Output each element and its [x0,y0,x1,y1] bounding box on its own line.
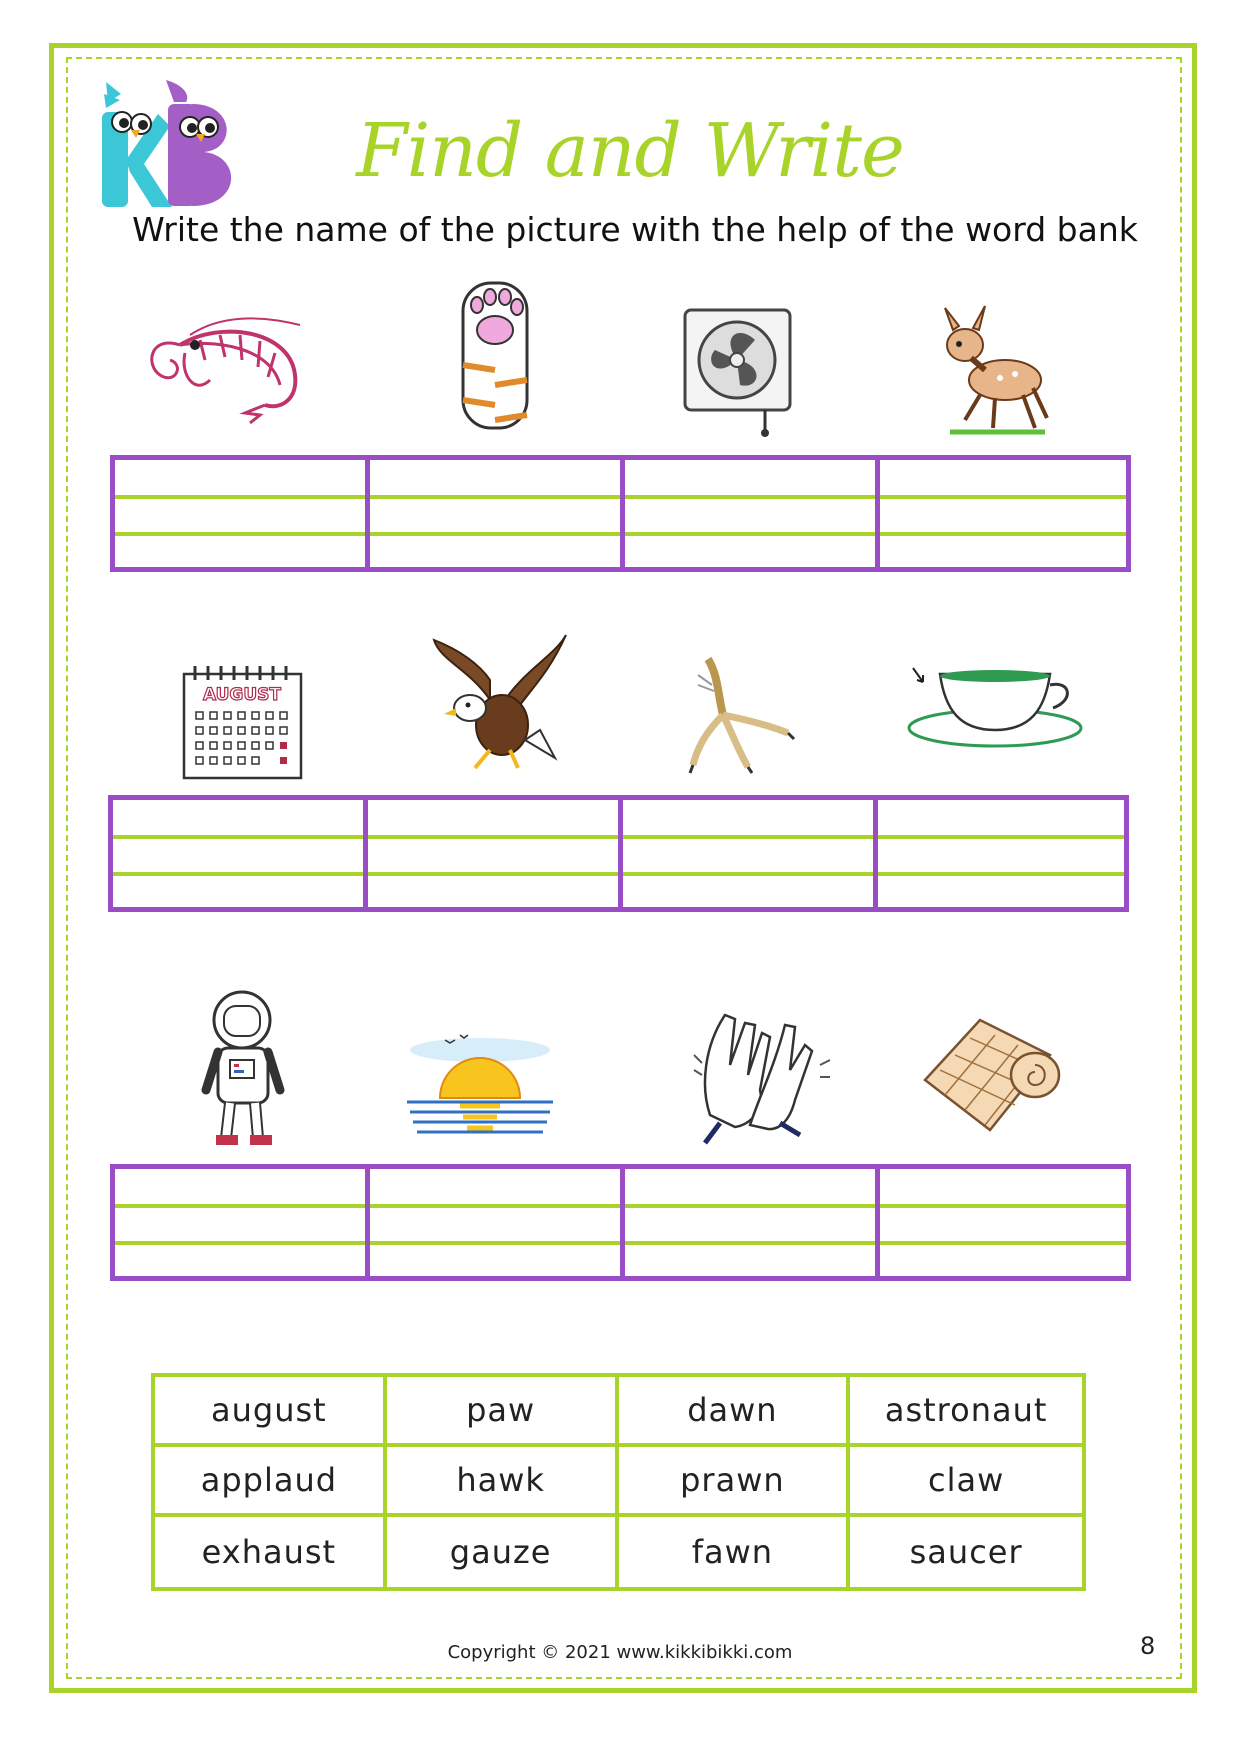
answer-box[interactable] [618,795,873,912]
prawn-icon [140,315,310,425]
word-bank-item: astronaut [850,1377,1082,1447]
claw-icon [678,655,798,775]
answer-row-2 [110,795,1131,912]
word-bank-item: prawn [619,1447,851,1517]
word-bank-item: fawn [619,1517,851,1587]
astronaut-icon [200,990,285,1150]
gauze-icon [920,1000,1065,1140]
saucer-icon [905,660,1085,750]
answer-box[interactable] [365,1164,620,1281]
word-bank-item: august [155,1377,387,1447]
word-bank-item: claw [850,1447,1082,1517]
word-bank [151,1373,1086,1591]
word-bank-item: dawn [619,1377,851,1447]
answer-box[interactable] [620,1164,875,1281]
copyright-text: Copyright © 2021 www.kikkibikki.com [447,1642,793,1663]
page-title: Find and Write [356,108,904,194]
exhaust-fan-icon [680,305,795,440]
page-number: 8 [1140,1632,1156,1660]
calendar-month-label: AUGUST [202,685,282,705]
answer-box[interactable] [620,455,875,572]
answer-row-3 [110,1164,1131,1281]
word-bank-item: hawk [387,1447,619,1517]
hawk-icon [430,630,570,775]
answer-box[interactable] [108,795,363,912]
instructions: Write the name of the picture with the help of the word bank [132,210,1138,249]
answer-box[interactable] [363,795,618,912]
dawn-icon [405,1030,555,1145]
word-bank-item: applaud [155,1447,387,1517]
answer-box[interactable] [873,795,1129,912]
word-bank-item: gauze [387,1517,619,1587]
answer-box[interactable] [110,455,365,572]
calendar-icon [180,662,305,782]
applaud-icon [690,1005,835,1145]
answer-box[interactable] [875,455,1131,572]
kb-logo [86,72,248,212]
answer-box[interactable] [365,455,620,572]
answer-box[interactable] [110,1164,365,1281]
answer-row-1 [110,455,1131,572]
fawn-icon [935,300,1055,440]
paw-icon [455,275,535,430]
word-bank-item: exhaust [155,1517,387,1587]
word-bank-item: saucer [909,1533,1023,1571]
word-bank-item: paw [387,1377,619,1447]
answer-box[interactable] [875,1164,1131,1281]
